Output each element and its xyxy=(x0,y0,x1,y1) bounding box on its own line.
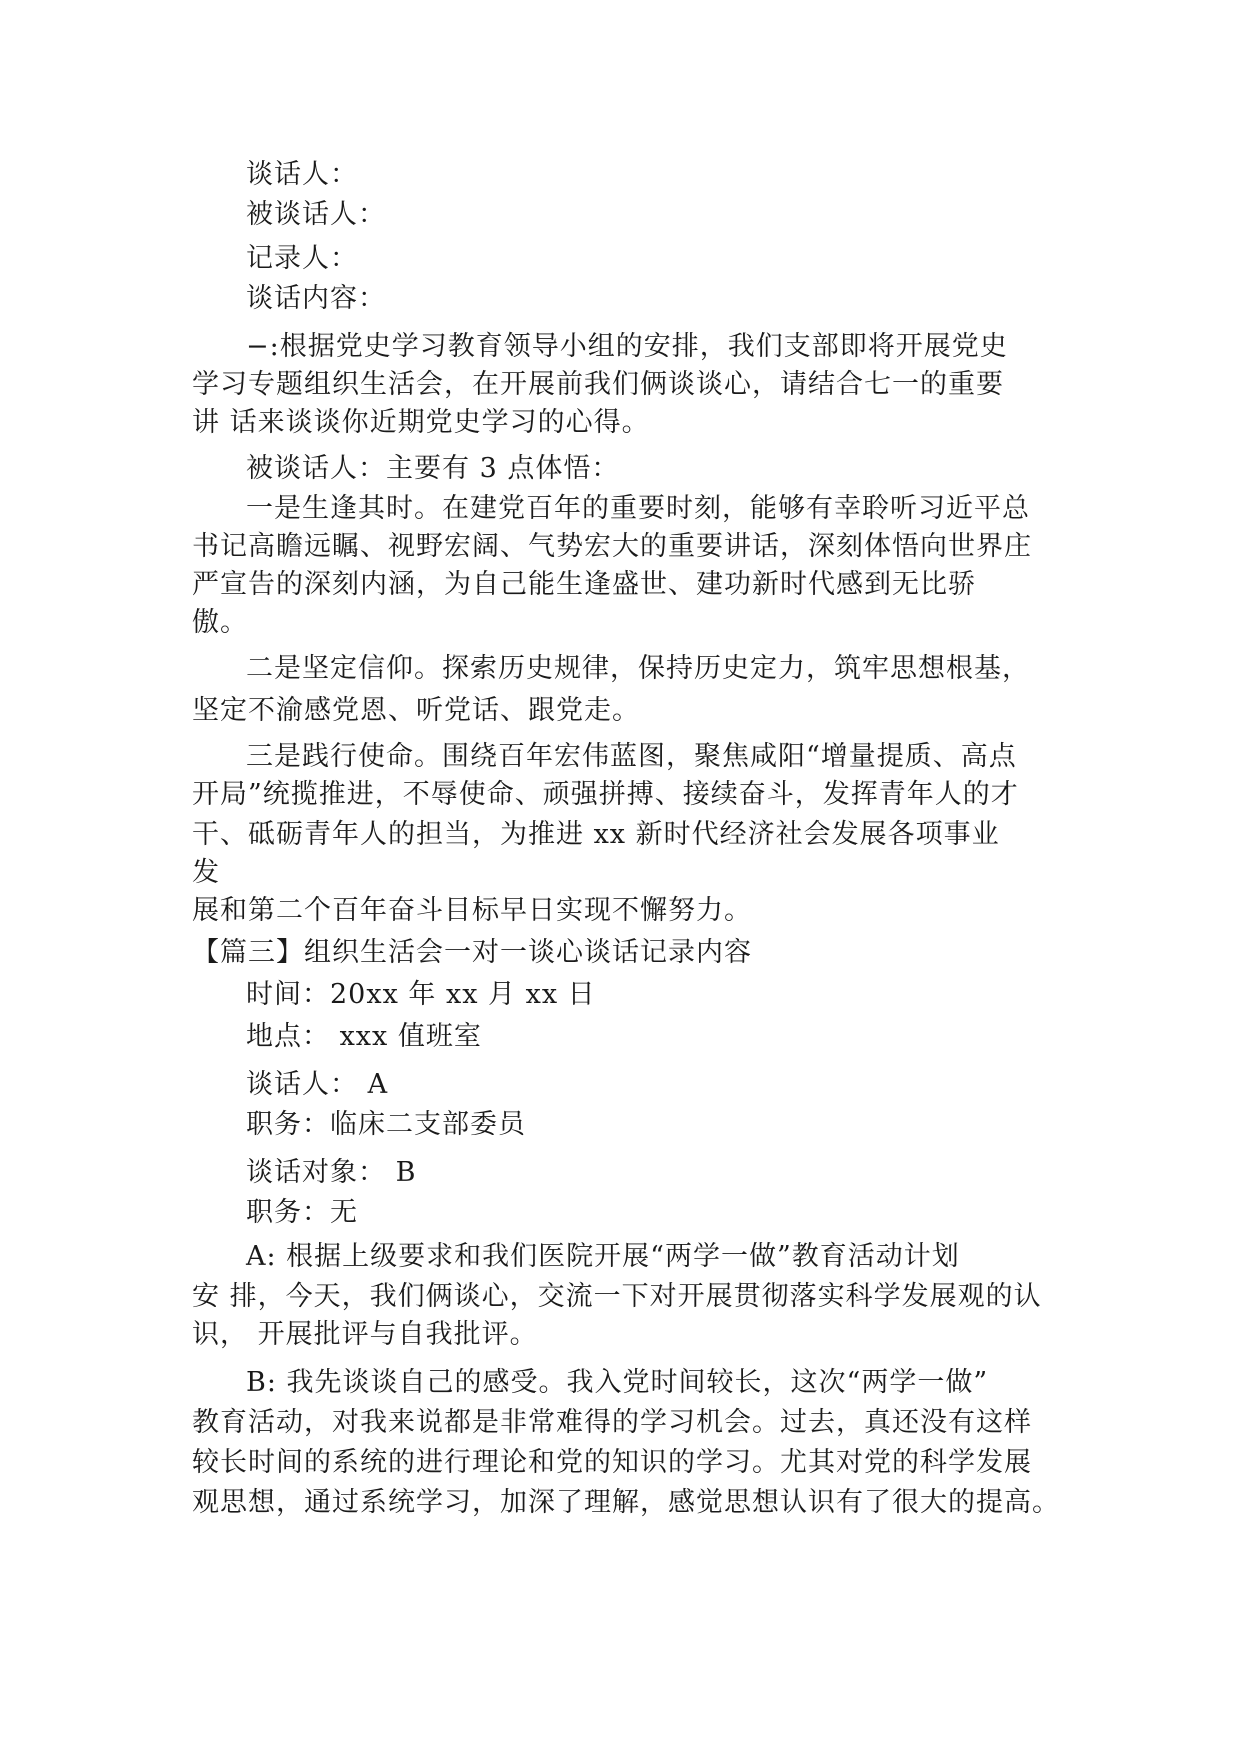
text-line: −:根据党史学习教育领导小组的安排，我们支部即将开展党史 xyxy=(246,331,1008,362)
text-line: 职务：临床二支部委员 xyxy=(246,1109,526,1140)
text-line: 一是生逢其时。在建党百年的重要时刻，能够有幸聆听习近平总 xyxy=(246,493,1030,524)
section-heading: 【篇三】组织生活会一对一谈心谈话记录内容 xyxy=(192,937,752,968)
text-line: 安 排，今天，我们俩谈心，交流一下对开展贯彻落实科学发展观的认 xyxy=(192,1281,1042,1312)
text-line: 地点： xxx 值班室 xyxy=(246,1021,482,1052)
text-line: 发 xyxy=(192,857,220,888)
text-line: 讲 话来谈谈你近期党史学习的心得。 xyxy=(192,407,650,438)
text-line: 识， 开展批评与自我批评。 xyxy=(192,1319,538,1350)
text-line: 二是坚定信仰。探索历史规律，保持历史定力，筑牢思想根基， xyxy=(246,653,1030,684)
text-line: 谈话对象： B xyxy=(246,1157,417,1188)
text-line: 坚定不渝感党恩、听党话、跟党走。 xyxy=(192,695,640,726)
text-line: 干、砥砺青年人的担当，为推进 xx 新时代经济社会发展各项事业 xyxy=(192,819,1000,850)
text-line: 展和第二个百年奋斗目标早日实现不懈努力。 xyxy=(192,895,752,926)
text-line: 谈话人： xyxy=(246,159,358,190)
text-line: 时间：20xx 年 xx 月 xx 日 xyxy=(246,979,596,1010)
text-line: 严宣告的深刻内涵，为自己能生逢盛世、建功新时代感到无比骄 xyxy=(192,569,976,600)
text-line: 三是践行使命。围绕百年宏伟蓝图，聚焦咸阳“增量提质、高点 xyxy=(246,741,1017,772)
text-line: 学习专题组织生活会，在开展前我们俩谈谈心，请结合七一的重要 xyxy=(192,369,1004,400)
text-line: 被谈话人： xyxy=(246,199,386,230)
text-line: B: 我先谈谈自己的感受。我入党时间较长，这次“两学一做” xyxy=(246,1367,989,1398)
text-line: 被谈话人：主要有 3 点体悟： xyxy=(246,453,620,484)
text-line: 开局”统揽推进，不辱使命、顽强拼搏、接续奋斗，发挥青年人的才 xyxy=(192,779,1019,810)
text-line: 记录人： xyxy=(246,243,358,274)
text-line: 傲。 xyxy=(192,607,248,638)
text-line: 职务：无 xyxy=(246,1197,358,1228)
text-line: 较长时间的系统的进行理论和党的知识的学习。尤其对党的科学发展 xyxy=(192,1447,1032,1478)
text-line: A: 根据上级要求和我们医院开展“两学一做”教育活动计划 xyxy=(246,1241,960,1272)
text-line: 谈话人： A xyxy=(246,1069,389,1100)
text-line: 书记高瞻远瞩、视野宏阔、气势宏大的重要讲话，深刻体悟向世界庄 xyxy=(192,531,1032,562)
text-line: 谈话内容： xyxy=(246,283,386,314)
text-line: 教育活动，对我来说都是非常难得的学习机会。过去，真还没有这样 xyxy=(192,1407,1032,1438)
text-line: 观思想，通过系统学习，加深了理解，感觉思想认识有了很大的提高。 xyxy=(192,1487,1060,1518)
